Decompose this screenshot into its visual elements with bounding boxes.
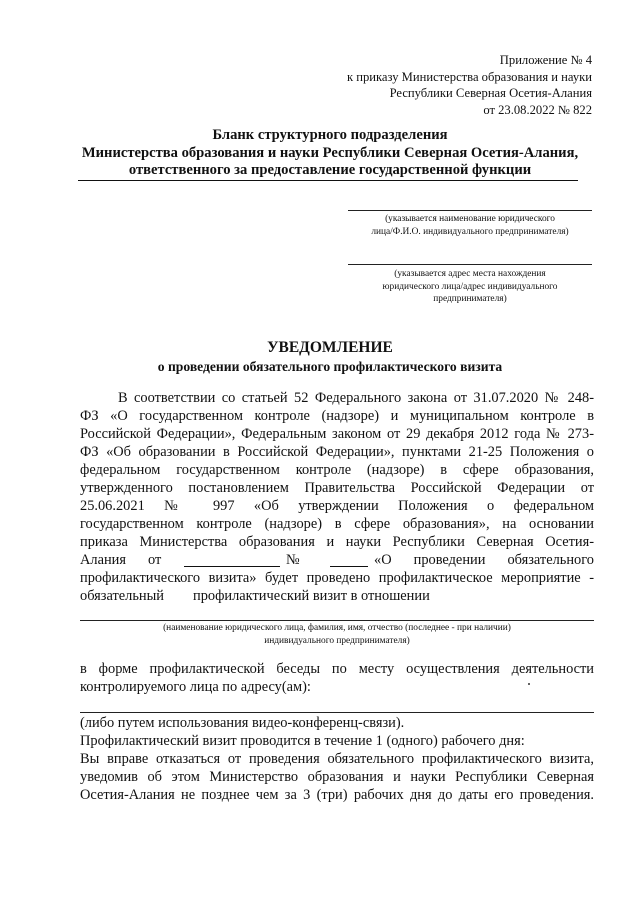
title-underline: [78, 180, 578, 181]
body-line-1: В соответствии со статьей 52 Федерального закона от 31.07.2020 № 248-: [118, 390, 594, 406]
closing-line-5: Осетия-Алания не позднее чем за 3 (три) рабочих дня до даты его проведения.: [80, 787, 594, 803]
stray-mark: [528, 683, 530, 685]
addressee-name-caption: (указывается наименование юридического лица/Ф.И.О. индивидуального предпринимателя): [371, 214, 569, 237]
body-line-9: приказа Министерства образования и науки Республики Северная Осетия-: [80, 534, 594, 550]
appendix-date: от 23.08.2022 № 822: [483, 102, 592, 117]
order-date-blank[interactable]: [184, 554, 280, 567]
addressee-name-line: [348, 210, 592, 211]
form-line-2: контролируемого лица по адресу(ам):: [80, 679, 311, 695]
blank-title-line-3: ответственного за предоставление государственной функции: [128, 162, 532, 178]
body-line-10-order-title: «О проведении обязательного: [374, 552, 594, 568]
form-line-1: в форме профилактической беседы по месту осуществления деятельности: [80, 661, 594, 677]
appendix-order-ref: к приказу Министерства образования и науки: [346, 69, 592, 84]
body-line-2: ФЗ «О государственном контроле (надзоре) и муниципальном контроле в: [80, 408, 594, 424]
entity-name-caption: (наименование юридического лица, фамилия, имя, отчество (последнее - при наличии) индивидуального предпринимателя): [163, 623, 511, 646]
appendix-number: Приложение № 4: [499, 53, 592, 67]
body-line-7: 25.06.2021 № 997 «Об утверждении Положения о федеральном: [80, 498, 594, 514]
closing-line-4: уведомив об этом Министерство образования и науки Республики Северная: [80, 769, 594, 785]
body-line-4: ФЗ «Об образовании в Российской Федерации», пунктами 21-25 Положения о: [80, 444, 594, 460]
closing-line-2: Профилактический визит проводится в течение 1 (одного) рабочего дня:: [80, 733, 525, 749]
blank-title: [60, 127, 600, 180]
blank-title-line-2: Министерства образования и науки Республики Северная Осетия-Алания,: [81, 144, 579, 161]
body-line-11: профилактического визита» будет проведено профилактическое мероприятие -: [80, 570, 594, 586]
body-line-8: государственном контроле (надзоре) в сфере образования», на основании: [80, 516, 594, 532]
address-line[interactable]: [80, 712, 594, 713]
closing-line-1: (либо путем использования видео-конференц-связи).: [80, 715, 405, 731]
blank-title-line-1: Бланк структурного подразделения: [212, 127, 448, 143]
addressee-address-line: [348, 264, 592, 265]
body-line-6: утвержденного постановлением Правительства Российской Федерации от: [80, 480, 594, 496]
body-line-10-from: от: [148, 552, 162, 568]
entity-name-line[interactable]: [80, 620, 594, 621]
appendix-region: Республики Северная Осетия-Алания: [389, 86, 592, 100]
notice-title: УВЕДОМЛЕНИЕ: [267, 339, 393, 356]
closing-line-3: Вы вправе отказаться от проведения обязательного профилактического визита,: [80, 751, 594, 767]
body-line-5: федеральном государственном контроле (надзоре) в сфере образования,: [80, 462, 594, 478]
notice-subtitle: о проведении обязательного профилактического визита: [157, 359, 503, 374]
body-line-10-number-sign: №: [286, 552, 300, 568]
addressee-address-caption: (указывается адрес места нахождения юридического лица/адрес индивидуального предпринимателя): [382, 269, 558, 304]
appendix-reference: [292, 52, 592, 118]
body-line-12-visit: профилактический визит в отношении: [193, 588, 430, 604]
body-line-10-region: Алания: [80, 552, 126, 568]
body-line-12-mandatory: обязательный: [80, 588, 164, 604]
order-number-blank[interactable]: [330, 554, 368, 567]
body-line-3: Российской Федерации», Федеральным законом от 29 декабря 2012 года № 273-: [80, 426, 594, 442]
